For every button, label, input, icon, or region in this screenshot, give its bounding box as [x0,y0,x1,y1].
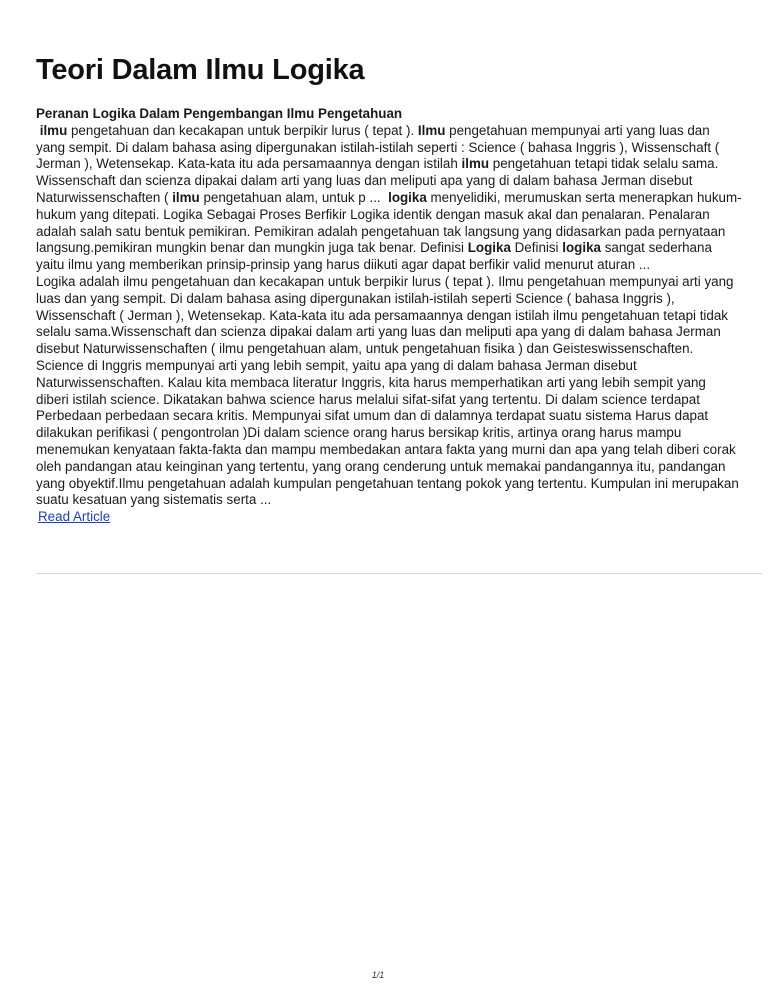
keyword-highlight: logika [388,189,427,205]
keyword-highlight: Ilmu [417,122,446,138]
summary-text: pengetahuan dan kecakapan untuk berpikir lurus ( tepat ). [67,122,418,138]
article [36,106,742,526]
divider [36,573,762,574]
summary-text: pengetahuan tetapi tidak selalu sama. Wissenschaft dan scienza dipakai dalam arti yang luas dan meliputi apa yang di dalam bahasa Jerman disebut Naturwissenschaften ( [36,156,723,205]
keyword-highlight: ilmu [461,156,490,172]
read-article-link[interactable]: Read Article [38,509,111,525]
page-number: 1/1 [371,970,385,980]
page-title: Teori Dalam Ilmu Logika [36,54,365,86]
summary-text: sangat sederhana yaitu ilmu yang memberikan prinsip-prinsip yang harus diikuti agar dapat berfikir valid menurut aturan ... [36,240,716,273]
keyword-highlight: ilmu [39,122,68,138]
summary-text: menyelidiki, merumuskan serta menerapkan hukum-hukum yang ditepati. Logika Sebagai Proses Berfikir Logika identik dengan masuk akal dan penalaran. Penalaran adalah salah satu bentuk pemikiran. Pemikiran adalah pengetahuan tak langsung yang didasarkan pada pernyataan langsung.pemikiran mungkin benar dan mungkin juga tak benar. Definisi [36,189,742,256]
summary-text: pengetahuan mempunyai arti yang luas dan yang sempit. Di dalam bahasa asing dipergunakan istilah-istilah seperti : Science ( bahasa Inggris ), Wissenschaft ( Jerman ), Wetensekap. Kata-kata itu ada persamaannya dengan istilah [36,122,723,172]
keyword-highlight: Logika [467,240,511,256]
summary-text: pengetahuan alam, untuk p ... [199,189,389,205]
article-summary [36,123,742,274]
keyword-highlight: ilmu [172,189,200,205]
article-body: Logika adalah ilmu pengetahuan dan kecakapan untuk berpikir lurus ( tepat ). Ilmu pengetahuan mempunyai arti yang luas dan yang sempit. Di dalam bahasa asing dipergunakan istilah-istilah seperti Science ( bahasa Inggris ), Wissenschaft ( Jerman ), Wetensekap. Kata-kata itu ada persamaannya dengan istilah ilmu pengetahuan tetapi tidak selalu sama.Wissenschaft dan scienza dipakai dalam arti yang luas dan meliputi apa yang di dalam bahasa Jerman disebut Naturwissenschaften ( ilmu pengetahuan alam, untuk pengetahuan fisika ) dan Geisteswissenschaften. Science di Inggris mempunyai arti yang lebih sempit, yaitu apa yang di dalam bahasa Jerman disebut Naturwissenschaften. Kalau kita membaca literatur Inggris, kita harus memperhatikan arti yang lebih sempit yang diberi istilah science. Dikatakan bahwa science harus melalui sifat-sifat yang tertentu. Di dalam science terdapat Perbedaan perbedaan secara kritis. Mempunyai sifat umum dan di dalamnya terdapat suatu sistema Harus dapat dilakukan perifikasi ( pengontrolan )Di dalam science orang harus bersikap kritis, artinya orang harus mampu menemukan kenyataan fakta-fakta dan mampu membedakan antara fakta yang murni dan apa yang telah diberi corak oleh pandangan atau keinginan yang tertentu, yang orang cenderung untuk memakai pandangannya itu, pandangan yang obyektif.Ilmu pengetahuan adalah kumpulan pengetahuan tentang pokok yang tertentu. Kumpulan ini merupakan suatu kesatuan yang sistematis serta ... [36,273,743,508]
keyword-highlight: logika [562,240,601,256]
article-heading: Peranan Logika Dalam Pengembangan Ilmu Pengetahuan [36,106,403,121]
summary-text: Definisi [510,240,563,256]
